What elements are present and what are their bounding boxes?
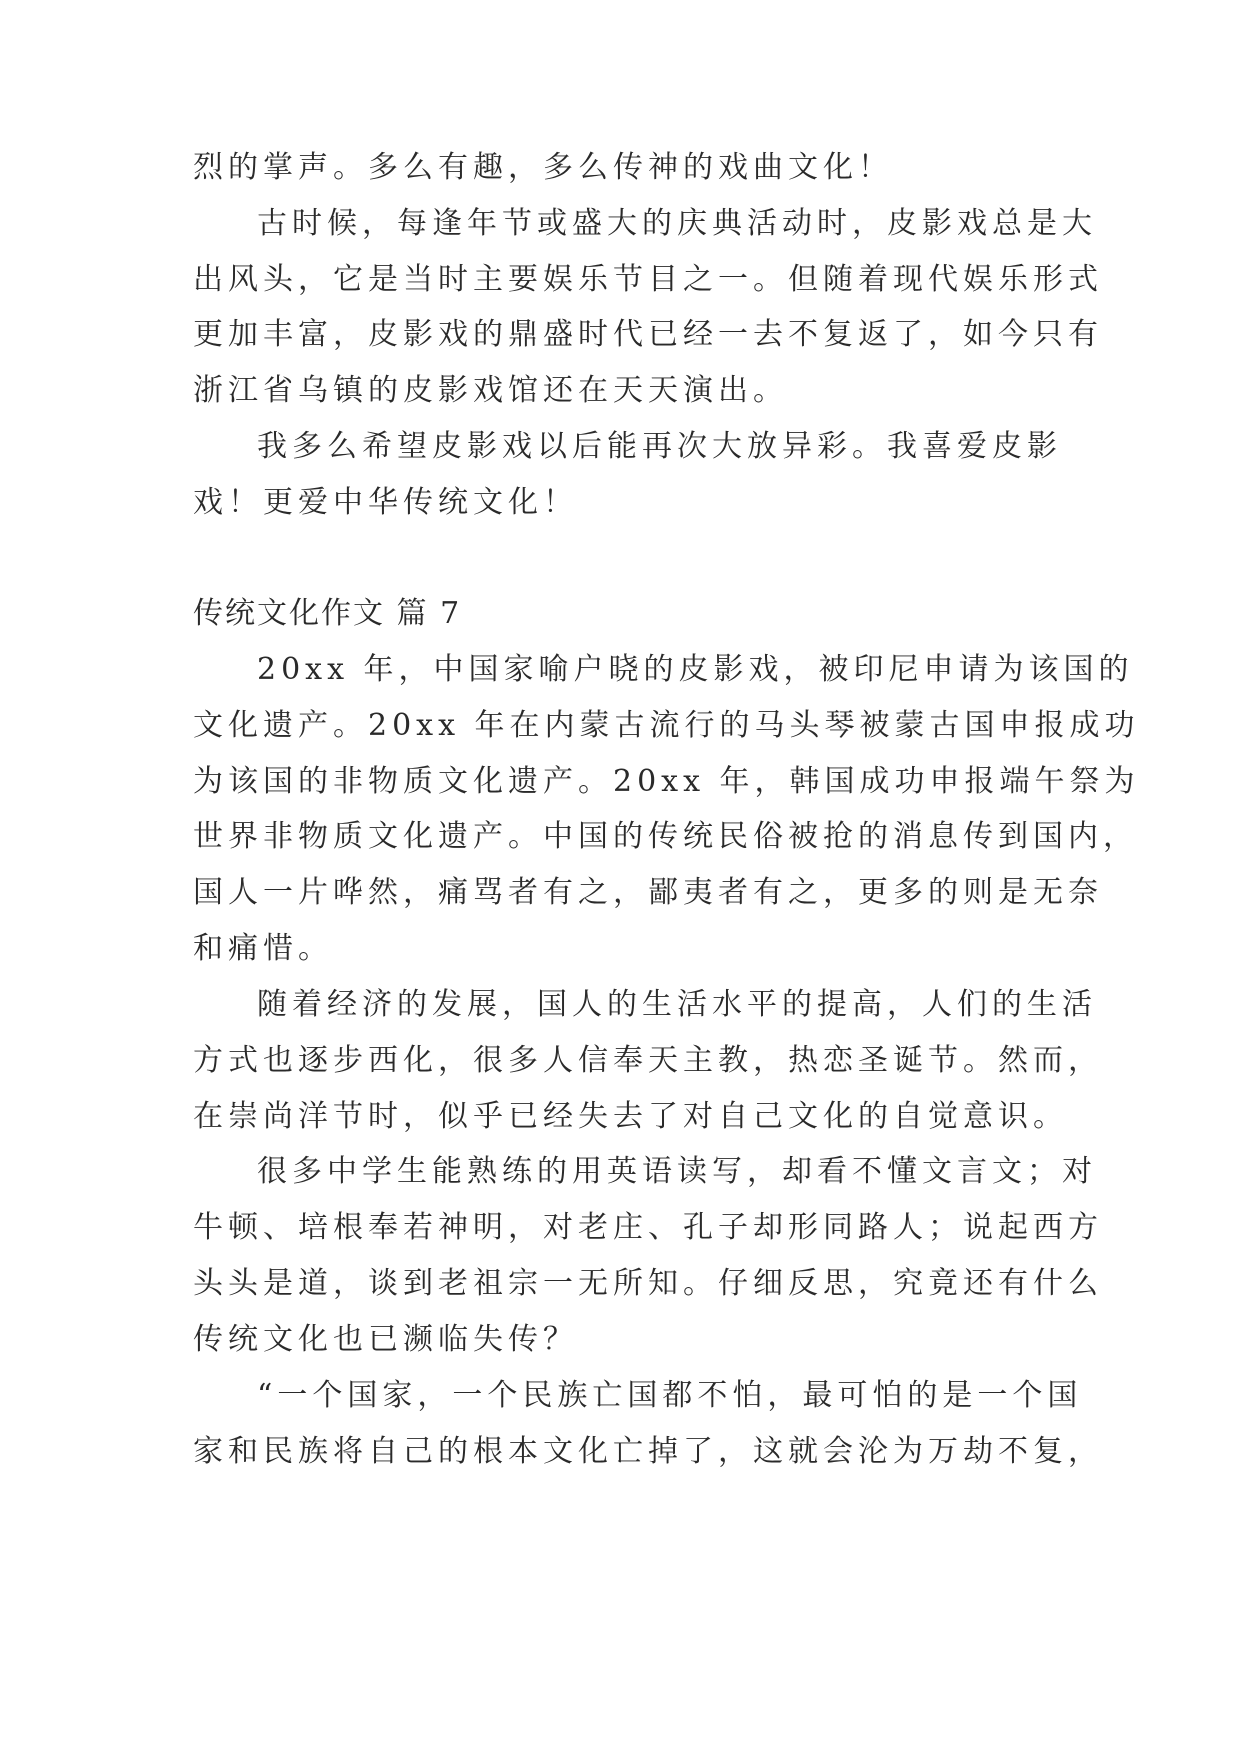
paragraph-line: “一个国家，一个民族亡国都不怕，最可怕的是一个国: [257, 1378, 1083, 1413]
paragraph-line: 头头是道，谈到老祖宗一无所知。仔细反思，究竟还有什么: [193, 1266, 1103, 1301]
paragraph-line: 戏！更爱中华传统文化！: [193, 485, 578, 520]
paragraph-line: 20xx 年，中国家喻户晓的皮影戏，被印尼申请为该国的: [257, 652, 1134, 687]
paragraph-line: 方式也逐步西化，很多人信奉天主教，热恋圣诞节。然而，: [193, 1043, 1103, 1078]
paragraph-line: 牛顿、培根奉若神明，对老庄、孔子却形同路人；说起西方: [193, 1210, 1103, 1245]
paragraph-line: 为该国的非物质文化遗产。20xx 年，韩国成功申报端午祭为: [193, 764, 1140, 799]
paragraph-line: 在崇尚洋节时，似乎已经失去了对自己文化的自觉意识。: [193, 1099, 1068, 1134]
paragraph-line: 国人一片哗然，痛骂者有之，鄙夷者有之，更多的则是无奈: [193, 875, 1103, 910]
paragraph-line: 烈的掌声。多么有趣，多么传神的戏曲文化！: [193, 150, 893, 185]
paragraph-line: 传统文化也已濒临失传？: [193, 1322, 578, 1357]
paragraph-line: 世界非物质文化遗产。中国的传统民俗被抢的消息传到国内，: [193, 819, 1138, 854]
paragraph-line: 文化遗产。20xx 年在内蒙古流行的马头琴被蒙古国申报成功: [193, 708, 1140, 743]
paragraph-line: 和痛惜。: [193, 931, 333, 966]
paragraph-line: 出风头，它是当时主要娱乐节目之一。但随着现代娱乐形式: [193, 262, 1103, 297]
paragraph-line: 古时候，每逢年节或盛大的庆典活动时，皮影戏总是大: [257, 206, 1097, 241]
paragraph-line: 家和民族将自己的根本文化亡掉了，这就会沦为万劫不复，: [193, 1434, 1103, 1469]
section-title: 传统文化作文 篇 7: [193, 596, 462, 631]
paragraph-line: 更加丰富，皮影戏的鼎盛时代已经一去不复返了，如今只有: [193, 317, 1103, 352]
paragraph-line: 随着经济的发展，国人的生活水平的提高，人们的生活: [257, 987, 1097, 1022]
paragraph-line: 我多么希望皮影戏以后能再次大放异彩。我喜爱皮影: [257, 429, 1062, 464]
paragraph-line: 很多中学生能熟练的用英语读写，却看不懂文言文；对: [257, 1154, 1097, 1189]
paragraph-line: 浙江省乌镇的皮影戏馆还在天天演出。: [193, 373, 788, 408]
